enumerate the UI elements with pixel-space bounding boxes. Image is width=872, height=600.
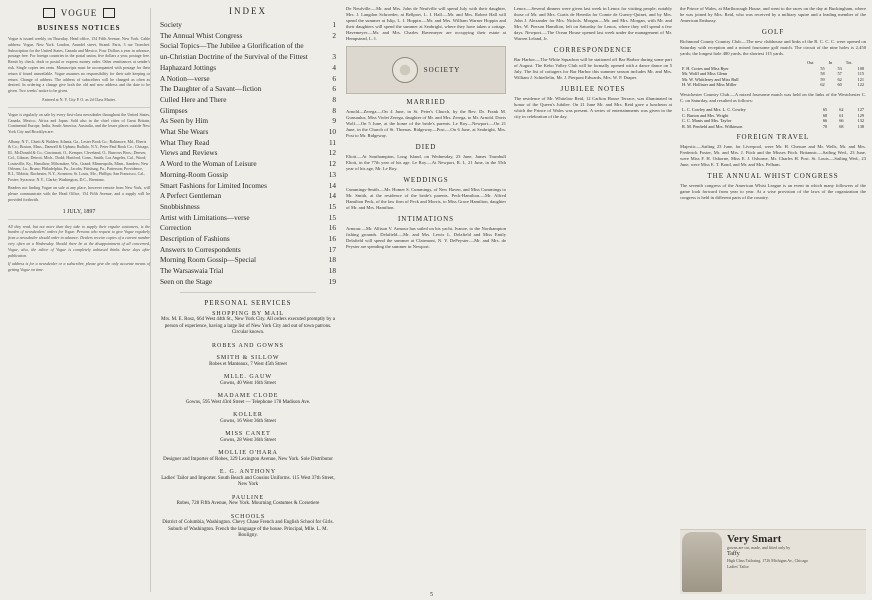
score-value: 57 xyxy=(837,71,842,77)
entered-notice: Entered at N. Y. City P. O. as 2d Class Matter. xyxy=(42,96,116,102)
index-row xyxy=(160,266,336,277)
score-value: 127 xyxy=(857,106,864,112)
index-row xyxy=(160,245,336,256)
score-player: F. H. Cortes and Miss Ryer xyxy=(682,65,729,71)
index-row-page: 13 xyxy=(328,169,336,179)
foreign-travel-heading: FOREIGN TRAVEL xyxy=(736,133,810,142)
service-ad-text: Gowns, 595 West 43rd Street — Telephone 178 Madison Ave. xyxy=(185,399,311,405)
score-player: R. M. Penfield and Mrs. Wilkinson xyxy=(682,123,743,129)
score-value: 68 xyxy=(839,123,844,129)
score-value: 121 xyxy=(857,76,864,82)
service-ad-text: Ladies' Tailor and Importer. South Beach and Cousins Uniforms. 115 West 37th Street, New York xyxy=(161,475,335,488)
service-ad xyxy=(160,311,336,337)
index-row-title: un-Christian Doctrine of the Survival of the Fittest xyxy=(160,52,308,62)
score-row xyxy=(680,124,866,130)
index-row-title: What She Wears xyxy=(160,127,209,137)
weddings-heading: WEDDINGS xyxy=(403,176,449,184)
score-table-1 xyxy=(680,60,866,88)
score-value: 70 xyxy=(822,123,828,129)
golf-column xyxy=(680,6,866,594)
vogue-masthead xyxy=(8,8,150,18)
index-row xyxy=(160,31,336,42)
index-row-title: Description of Fashions xyxy=(160,234,230,244)
index-row-page: 16 xyxy=(328,223,336,233)
index-row-title: A Word to the Woman of Leisure xyxy=(160,159,257,169)
score-row xyxy=(680,82,866,88)
index-row-page: 9 xyxy=(332,116,336,126)
jubilee-heading: JUBILEE NOTES xyxy=(560,85,626,93)
service-ad xyxy=(160,469,336,489)
index-row-title: What They Read xyxy=(160,137,210,147)
score-value: 62 xyxy=(820,82,825,88)
score-value: 62 xyxy=(837,76,842,82)
score-value: 66 xyxy=(839,118,844,124)
index-row-page: 3 xyxy=(332,52,336,62)
col5-intro: the Prince of Wales, at Marlborough House, and went to the races on the day at Buckingham, where he was joined by Mrs. Reid, who was received by a military squire and a leading member of the American Embassy. xyxy=(680,6,866,23)
society-banner-title: SOCIETY xyxy=(423,66,461,74)
index-row-title: As Seen by Him xyxy=(160,116,209,126)
intimations-text: Armour.—Mr. Allison V. Armour has sailed on his yacht, Ivanoe, to the Northampton fishing grounds. Delafield.—Mr. and Mrs. Lewis L. Delafield and Miss Emily Delafield will spend the summer at Clairmont, N. Y. DePeyster.—Mr. and Mrs. de Peyster are spending the summer in Newport. xyxy=(346,226,506,249)
index-row xyxy=(160,84,336,95)
golf-club-text: Richmond County Country Club.—The new clubhouse and links of the R. C. C. C. were opened on Saturday with reception and a mixed foursome golf match. The circuit of the nine holes is 2,450 yards; the longest hole 480 yards, the shortest 115 yards. xyxy=(680,39,866,56)
index-row xyxy=(160,74,336,85)
decorative-box-icon xyxy=(103,8,115,18)
vogue-logo: VOGUE xyxy=(60,8,98,18)
service-ad-text: Gowns, 40 West 16th Street xyxy=(220,380,276,386)
service-ad-text: Robes et Manteaux, 7 West 45th Street xyxy=(209,361,287,367)
score-value: 108 xyxy=(857,65,864,71)
whist-heading: THE ANNUAL WHIST CONGRESS xyxy=(707,172,839,181)
service-ad-text: District of Columbia, Washington. Chevy Chase French and English School for Girls. Suburb of Washington. French the language of the house. Principal, Mlle. L. M. Bouligny. xyxy=(162,520,334,539)
service-ad-name: MISS CANET xyxy=(225,431,271,438)
address-change-note: If address is for a newsdealer or a subscriber, please give the only accurate means of getting Vogue on time. xyxy=(8,261,150,273)
died-text: Eliott.—At Southampton, Long Island, on Wednesday, 23 June, James Trumbull Eliott, in the 77th year of his age. Le Roy.—At Newport, R. I., 21 June, in the 55th year of his age, Mr. Le Roy. xyxy=(346,154,506,171)
service-ad xyxy=(160,495,336,508)
score-value: 68 xyxy=(822,112,828,118)
index-row-title: Morning Room Gossip—Special xyxy=(160,255,257,265)
index-row xyxy=(160,159,336,170)
married-heading: MARRIED xyxy=(406,98,446,106)
service-ad-text: Gowns, 16 West 36th Street xyxy=(220,418,276,424)
index-row-title: Social Topics—The Jubilee a Glorification of the xyxy=(160,41,304,51)
index-row-title: Culled Here and There xyxy=(160,94,227,104)
score-value: 53 xyxy=(837,65,842,71)
score-header-cell: Tot. xyxy=(845,60,853,65)
score-value: 55 xyxy=(820,65,825,71)
very-smart-advertisement xyxy=(680,529,866,594)
index-row xyxy=(160,138,336,149)
service-ad xyxy=(160,343,336,350)
index-row xyxy=(160,191,336,202)
score-player: C. Burton and Mrs. Wright xyxy=(682,112,729,118)
ad-caption: Ladies' Tailor xyxy=(727,563,749,569)
woman-illustration-icon xyxy=(682,532,722,592)
index-row-title: Morning-Room Gossip xyxy=(160,169,228,179)
society-banner xyxy=(346,46,506,94)
died-heading: DIED xyxy=(415,143,437,151)
score-table-2 xyxy=(680,107,866,129)
service-ad xyxy=(160,514,336,540)
for-sale-intro: Vogue is regularly on sale by every first-class newsdealer throughout the United States, Canada, Mexico, Africa and Japan. Sold also in the chief cities of Great Britain, Continental Europe, India, South America, Australia, and the lesser places outside New York City and Brooklyn are: xyxy=(8,111,150,135)
correspondence-text: Bar Harbor.—The White Squadron will be stationed off Bar Harbor during some part of August. The Kebo Valley Club will be formally opened with a dance dance on 5 July. The list of cottagers for Bar Harbor this summer season includes Mr. and Mrs. William J. Schieffelin, Mr. J. Pierpont Edwards, Mrs. W. P. Draper. xyxy=(514,57,672,80)
index-row-page: 2 xyxy=(332,30,336,40)
index-row-page: 19 xyxy=(328,276,336,286)
intimations-heading: INTIMATIONS xyxy=(397,215,455,223)
score-value: 61 xyxy=(839,112,844,118)
ad-headline: Very Smart xyxy=(727,533,782,545)
agency-list: Albany, N.Y., Cluett & Walden; Atlanta, Ga., Lester Book Co.; Baltimore, Md., Eberts & Co.; Boston, Mass., Damrell & Upham; Buffalo, N.Y., Peter Paul Book Co.; Chicago, Ill., McDonald & Co.; Cincinnati, O., Kemper; Cleveland, O., Burrows Bros.; Denver, Col., Gibson; Detroit, Mich., Dodd; Hartford, Conn., Smith; Los Angeles, Cal., Wood; Louisville, Ky., Hamilton; Milwaukee, Wis., Grand; Minneapolis, Minn., Sanders; New Orleans, La., Bruno; Philadelphia, Pa., Jacobs; Pittsburg, Pa., Patterson; Providence, R.I., Tibbitts; Rochester, N.Y., Scranton; St. Louis, Mo., Phillips; San Francisco, Cal., Foster; Syracuse, N.Y., Clarke; Washington, D.C., Brentano. xyxy=(8,138,150,182)
index-row-page xyxy=(318,41,336,52)
business-notices-text: Vogue is issued weekly on Thursday. Head office, 154 Fifth Avenue, New York. Cable address: Vogue, New York. London, Arundel street, Strand. Paris, 3 rue Tronchet. Subscription for the United States, Canada and Mexico, Four Dollars a year in advance, postage free. For foreign countries in the postal union, five dollars a year, postage free. Remit by check, draft or postal or express money order. Other remittances at sender's risk. Single copies ten cents. Manuscripts must be accompanied with postage for their return if found unavailable. Vogue assumes no responsibility for their safe keeping or return. Change of address. The address of subscribers will be changed as often as desired. In ordering a change give both the old and new address and the date to be given. Two weeks' notice to be given. xyxy=(8,36,150,94)
index-row-page: 15 xyxy=(328,212,336,222)
index-row xyxy=(160,95,336,106)
divider xyxy=(8,107,150,108)
score-value: 59 xyxy=(820,76,825,82)
index-row xyxy=(160,170,336,181)
score-value: 65 xyxy=(822,106,828,112)
service-ad-name: SCHOOLS xyxy=(230,513,266,520)
index-row xyxy=(160,277,336,288)
index-row xyxy=(160,255,336,266)
society-column xyxy=(346,6,506,594)
society-intro: De Neufville.—Mr. and Mrs. John de Neufville will spend July with their daughter, Mrs. J. Langdon Schroeder, at Bellport, L. I. Hall.—Mr. and Mrs. Robert Hall will spend the summer at Islip, L. I. Hoppin.—Mr. and Mrs. William Warner Hoppin and their daughters will spend the summer at Seabright, where they have taken a cottage. Havemeyer.—Mr. and Mrs. Charles Havemeyer are occupying their estate at Hempstead, L. I. xyxy=(346,6,506,41)
service-ad xyxy=(160,355,336,368)
service-ad-name: MLLE. GAUW xyxy=(224,374,272,381)
service-ad-name: KOLLER xyxy=(233,412,263,419)
service-ad-name: PAULINE xyxy=(231,494,265,501)
index-row-page: 1 xyxy=(332,20,336,29)
score-value: 60 xyxy=(837,82,842,88)
index-row-page: 8 xyxy=(332,105,336,115)
decorative-box-icon xyxy=(43,8,55,18)
reader-note: Readers not finding Vogue on sale at any place, however remote from New York, will please communicate with the Head Office, 154 Fifth Avenue, and a supply will be provided forthwith. xyxy=(8,185,150,202)
index-row-title: Answers to Correspondents xyxy=(160,244,241,254)
correspondence-column xyxy=(514,6,672,594)
service-ad xyxy=(160,374,336,387)
index-row xyxy=(160,106,336,117)
business-notices-title: BUSINESS NOTICES xyxy=(37,24,121,32)
col4-intro: Lenox.—Several dinners were given last week in Lenox for visiting people, notably those of Mr. and Mrs. Curtis de Heredia for Comte de Guerry-Quinet, and by Mrs. John J. Alexander for Mrs. Nichols. Morgan.—Mr. and Mrs. Morgan, with Mr. and Mrs. W. Pierson Hamilton, left on Saturday for Lenox, where they will spend a few days. Newport.—The Ocean House opened last week under the management of Mr. Warren Leland, Jr. xyxy=(514,6,672,41)
correspondence-heading: CORRESPONDENCE xyxy=(553,46,633,54)
index-row-page: 15 xyxy=(328,201,336,211)
index-row-title: A Perfect Gentleman xyxy=(160,191,222,201)
index-row xyxy=(160,63,336,74)
service-ad-name: SHOPPING BY MAIL xyxy=(212,310,284,317)
index-row-page: 18 xyxy=(328,255,336,265)
foreign-travel-text: Majestic.—Sailing 23 June, for Liverpool, were Mr. H. Chesure and Mr. Wells, Mr. and Mrs. Frederick Foster, Mr. and Mrs. J. Fitch and the Misses Fitch. Britannic.—Sailing Wed., 23 June, were Miss F. H. Osborne, Miss E. J. Osborne, Mr. Charles H. Post. St. Louis.—Sailing Wed., 23 June, were Miss E. T. Bond, and Mr. and Mrs. Pelham. xyxy=(680,144,866,168)
index-row-page: 6 xyxy=(332,84,336,94)
service-ad-name: ROBES AND GOWNS xyxy=(211,342,284,349)
index-row-title: Snobbishness xyxy=(160,201,200,211)
index-row-page: 4 xyxy=(332,62,336,72)
service-ad-name: MOLLIE O'HARA xyxy=(218,450,278,457)
service-ad-name: E. G. ANTHONY xyxy=(219,469,277,476)
ornament-icon xyxy=(392,57,418,83)
newsdealer-quote: All they read, but not more than they take to supply their regular customers, is the burden of newsdealers' orders for Vogue. Persons who request to give Vogue regularly from a newsdealer should order in advance. Dealers receive copies of a current number very often on a Wednesday. Should there be at the disappointment of all concerned, Vogue, also, the editor of Vogue is completely unbiased thinks these days after publication. xyxy=(8,223,150,258)
personal-services-list xyxy=(160,311,336,540)
service-ad xyxy=(160,393,336,406)
index-row xyxy=(160,213,336,224)
score-player: L. C. Cowley and Mrs. L. C. Cowley xyxy=(682,106,746,112)
ad-text xyxy=(724,530,866,594)
score-player: C. C. Manis and Mrs. Taylor xyxy=(682,118,732,124)
ad-subline: gowns are cut, made, and fitted only by xyxy=(727,545,791,550)
index-column xyxy=(160,6,336,594)
service-ad xyxy=(160,450,336,463)
service-ad-name: MADAME CLODE xyxy=(217,393,279,400)
index-row-title: Correction xyxy=(160,223,192,233)
score-value: 58 xyxy=(820,71,825,77)
index-row-page: 14 xyxy=(328,180,336,190)
index-row xyxy=(160,223,336,234)
score-value: 138 xyxy=(857,123,864,129)
index-row xyxy=(160,234,336,245)
ad-shop-name: Taffy xyxy=(727,550,740,557)
index-row-title: Smart Fashions for Limited Incomes xyxy=(160,180,268,190)
index-row xyxy=(160,41,336,52)
index-row xyxy=(160,116,336,127)
service-ad-text: Mrs. M. E. Rosz, 664 West 44th St., New York City. All orders executed promptly by a person of experience, having a large list of New York City and out of town patrons. Circular known. xyxy=(161,317,335,336)
weddings-text: Cummings-Smith.—Mr. Homer S. Cummings, of New Haven, and Miss Cummings to Mr. Smith, at the residence of the bride's parents. Peck-Hamilton.—Mr. Alfred Hamilton Peck, of the law firm of Peck and Morris, to Miss Grace Hamilton, daughter of Mr. and Mrs. Hamilton. xyxy=(346,187,506,210)
page-number: 5 xyxy=(430,592,433,598)
index-row-title: A Notion—verse xyxy=(160,73,210,83)
index-row-title: The Annual Whist Congress xyxy=(160,30,243,40)
score-value: 132 xyxy=(857,118,864,124)
index-row-title: Seen on the Stage xyxy=(160,276,213,286)
service-ad-text: Designer and Importer of Robes, 329 Lexington Avenue, New York. Sole Distributor xyxy=(163,456,333,462)
golf-heading: GOLF xyxy=(761,28,785,36)
score-player: H. W. Hollister and Miss Miller xyxy=(682,82,737,88)
index-row xyxy=(160,20,336,31)
score-value: 115 xyxy=(857,71,864,77)
index-row-title: Artist with Limitations—verse xyxy=(160,212,250,222)
service-ad xyxy=(160,412,336,425)
index-row-page: 8 xyxy=(332,94,336,104)
index-row-title: Glimpses xyxy=(160,105,188,115)
service-ad xyxy=(160,431,336,444)
index-row-page: 11 xyxy=(328,137,336,147)
score-value: 66 xyxy=(822,118,828,124)
divider xyxy=(180,292,316,293)
score-header-cell: In xyxy=(828,60,833,65)
married-text: Arnold—Zerega.—On 4 June, in St. Peter's Church, by the Rev. Dr. Frank M. Gunsaulus, Miss Violet Zerega, daughter of Mr. and Mrs. Zerega, to Mr. Arnold. Davis Wolf.—On 5 June, at the home of the bride's parents. Le Roy—Newport.—On 21 June, in the Church of St. Thomas. Ridgeway—Post.—On 6 June, at Seabright, Mrs. Post to Mr. Ridgeway. xyxy=(346,109,506,138)
score-value: 122 xyxy=(857,82,864,88)
index-row xyxy=(160,127,336,138)
service-ad-text: Gowns, 28 West 36th Street xyxy=(220,437,276,443)
index-row-page: 12 xyxy=(328,159,336,169)
westchester-text: Westchester Country Club.—A mixed foursome match was held on the links of the Westchester C. C. on Saturday, and resulted as follows: xyxy=(680,91,866,103)
issue-date: 1 JULY, 1897 xyxy=(62,208,96,215)
index-row-page: 12 xyxy=(328,148,336,158)
index-row-title: Haphazard Jottings xyxy=(160,62,217,72)
score-header-cell: Out xyxy=(807,60,814,65)
score-player: Mr. W. Whittlesey and Miss Bull xyxy=(682,76,739,82)
index-row-title: Society xyxy=(160,20,182,29)
divider xyxy=(8,219,150,220)
index-list xyxy=(160,20,336,288)
index-row-page: 14 xyxy=(328,191,336,201)
index-row-page: 16 xyxy=(328,234,336,244)
index-row-page: 10 xyxy=(328,127,336,137)
index-title: INDEX xyxy=(229,6,267,16)
left-column xyxy=(8,8,151,592)
ad-address: High Class Tailoring. 1726 Michigan Av., Chicago xyxy=(727,558,808,563)
personal-services-title: PERSONAL SERVICES xyxy=(204,298,292,307)
index-row xyxy=(160,202,336,213)
service-ad-text: Robes, 728 Fifth Avenue, New York. Mourning Costumes & Corsetiere xyxy=(176,501,320,507)
jubilee-text: The residence of Mr. Whitelaw Reid, 12 Carlton House Terrace, was illuminated in honor of the Queen's Jubilee. On 21 June Mr. and Mrs. Reid gave a luncheon at which the Prince of Wales was present. A series of entertainments was given in the city in celebration of the day. xyxy=(514,96,672,119)
index-row-page: 17 xyxy=(328,244,336,254)
index-row-title: Views and Reviews xyxy=(160,148,218,158)
whist-text: The seventh congress of the American Whist League is an event in which many followers of the game look forward from year to year. At a wise provision of the laws of the organization the congress is held in different parts of the country. xyxy=(680,183,866,201)
score-value: 62 xyxy=(839,106,844,112)
index-row-page: 18 xyxy=(328,266,336,276)
index-row-title: The Daughter of a Savant—fiction xyxy=(160,84,262,94)
score-value: 129 xyxy=(857,112,864,118)
index-row xyxy=(160,52,336,63)
index-row xyxy=(160,148,336,159)
index-row-page: 6 xyxy=(332,73,336,83)
index-row xyxy=(160,181,336,192)
service-ad-name: SMITH & SILLOW xyxy=(216,355,280,362)
index-row-title: The Warsaswaia Trial xyxy=(160,266,224,276)
score-player: Mr. Wolff and Miss Glenn xyxy=(682,71,728,77)
